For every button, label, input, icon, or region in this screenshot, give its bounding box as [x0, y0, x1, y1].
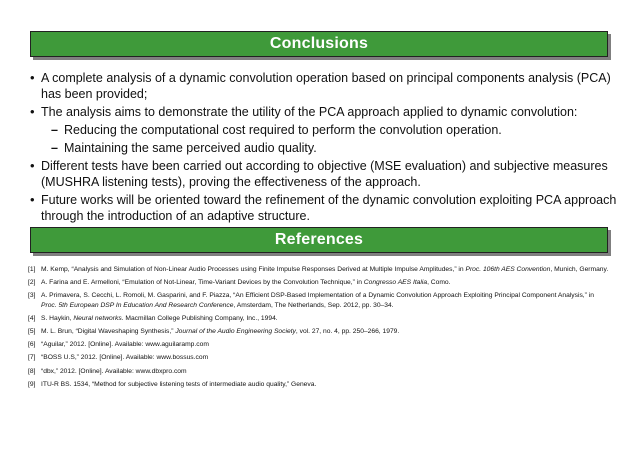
conclusion-bullet [30, 104, 620, 156]
reference-item [28, 265, 610, 274]
reference-text: “Aguilar,” 2012. [Online]. Available: www.aguilaramp.com [41, 341, 209, 349]
reference-details: , Como. [427, 279, 451, 287]
reference-item [28, 380, 610, 389]
reference-text: ITU-R BS. 1534, “Method for subjective listening tests of intermediate audio quality,” Geneva. [41, 380, 317, 388]
reference-item [28, 367, 610, 376]
reference-number: [7] [28, 354, 36, 362]
reference-number: [6] [28, 341, 36, 349]
reference-text: M. Kemp, “Analysis and Simulation of Non-Linear Audio Processes using Finite Impulse Responses Derived at Multiple Impulse Amplitudes,” in [41, 266, 466, 273]
conclusion-sublist [41, 122, 620, 156]
conclusion-bullet [30, 192, 620, 224]
reference-venue: Proc. 5th European DSP In Education And Research Conference [41, 301, 234, 309]
conclusions-banner [30, 31, 608, 57]
conclusion-bullet [30, 70, 620, 102]
reference-details: , Munich, Germany. [550, 266, 609, 273]
reference-number: [3] [28, 292, 36, 300]
reference-text: “BOSS U.S,” 2012. [Online]. Available: www.bossus.com [41, 354, 209, 362]
reference-details: , vol. 27, no. 4, pp. 250–266, 1979. [295, 328, 400, 336]
reference-item [28, 278, 610, 287]
reference-number: [2] [28, 279, 36, 287]
reference-venue: Congresso AES Italia [363, 279, 428, 287]
conclusion-bullet [30, 158, 620, 190]
references-list [28, 265, 610, 393]
reference-number: [8] [28, 367, 36, 375]
conclusion-text: The analysis aims to demonstrate the utility of the PCA approach applied to dynamic convolution: [41, 105, 578, 119]
reference-text: M. L. Brun, “Digital Waveshaping Synthesis,” [41, 328, 176, 336]
conclusions-title: Conclusions [269, 35, 369, 52]
reference-number: [5] [28, 328, 36, 336]
conclusion-sub-text: Maintaining the same perceived audio quality. [64, 141, 317, 155]
conclusion-sub-bullet [41, 140, 620, 156]
conclusion-text: Future works will be oriented toward the refinement of the dynamic convolution exploiting PCA approach through the introduction of an adaptive structure. [41, 193, 617, 223]
reference-details: . Macmillan College Publishing Company, Inc., 1994. [121, 314, 278, 322]
reference-venue: Neural networks [73, 314, 122, 322]
reference-number: [1] [28, 266, 36, 273]
reference-text: “dbx,” 2012. [Online]. Available: www.dbxpro.com [41, 367, 187, 375]
reference-details: , Amsterdam, The Netherlands, Sep. 2012, pp. 30–34. [233, 301, 394, 309]
reference-text: A. Farina and E. Armelloni, “Emulation of Not-Linear, Time-Variant Devices by the Convolution Technique,” in [41, 279, 364, 287]
reference-text: A. Primavera, S. Cecchi, L. Romoli, M. Gasparini, and F. Piazza, “An Efficient DSP-Based Implementation of a Dynamic Convolution Approach Exploiting Principal Component Analysis,” in [41, 292, 594, 300]
conclusion-sub-text: Reducing the computational cost required to perform the convolution operation. [64, 123, 502, 137]
reference-item [28, 353, 610, 362]
reference-item [28, 314, 610, 323]
references-banner [30, 227, 608, 253]
reference-number: [4] [28, 314, 36, 322]
reference-item [28, 327, 610, 336]
references-title: References [274, 231, 364, 248]
reference-venue: Proc. 106th AES Convention [465, 266, 551, 273]
conclusions-list [30, 70, 620, 226]
conclusion-text: Different tests have been carried out according to objective (MSE evaluation) and subjective measures (MUSHRA listening tests), proving the effectiveness of the approach. [41, 159, 608, 189]
reference-venue: Journal of the Audio Engineering Society [175, 328, 296, 336]
reference-item [28, 340, 610, 349]
reference-item [28, 291, 610, 309]
conclusion-text: A complete analysis of a dynamic convolution operation based on principal components analysis (PCA) has been provided; [41, 71, 611, 101]
reference-text: S. Haykin, [41, 314, 74, 322]
reference-number: [9] [28, 380, 36, 388]
conclusion-sub-bullet [41, 122, 620, 138]
